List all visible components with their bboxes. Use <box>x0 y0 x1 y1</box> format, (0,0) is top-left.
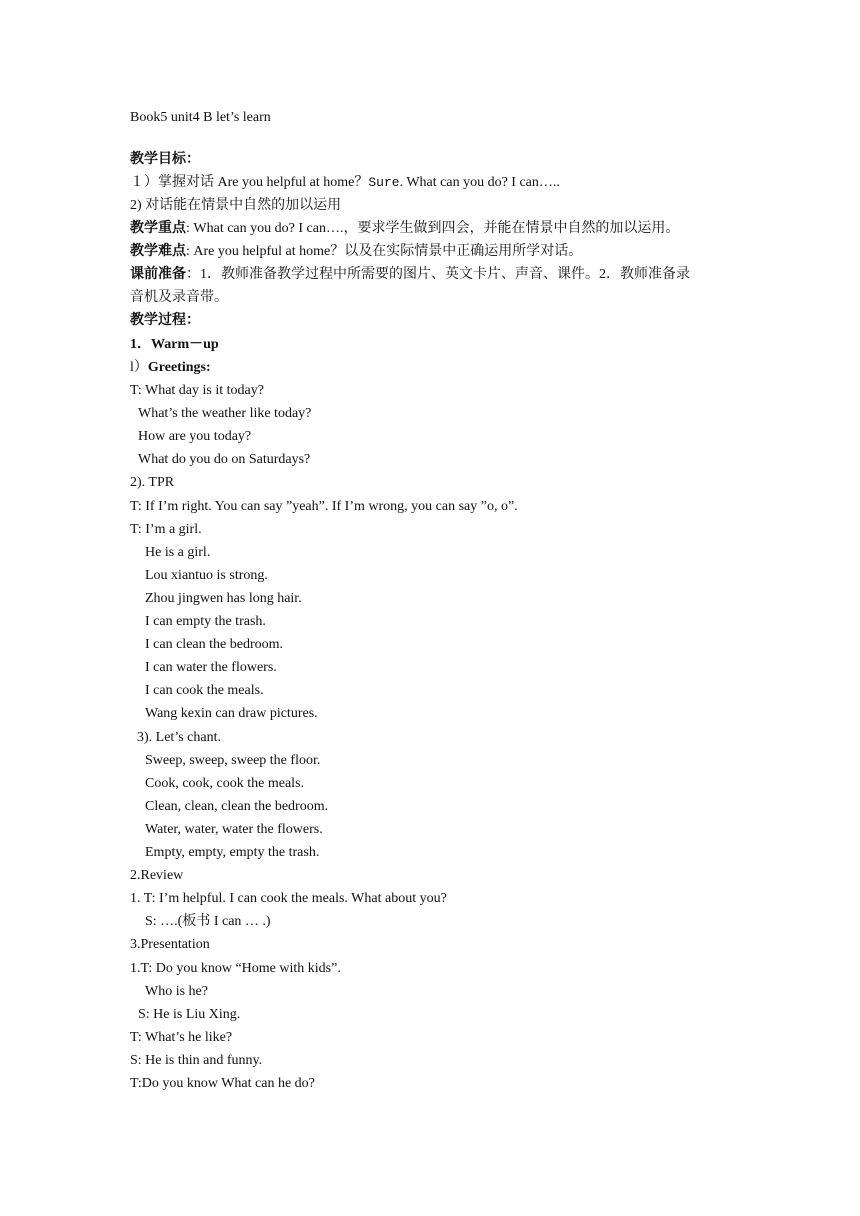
preparation-line-cont: 音机及录音带。 <box>130 290 228 305</box>
key-point-label: 教学重点 <box>130 221 186 236</box>
presentation-line: S: He is thin and funny. <box>130 1053 263 1068</box>
presentation-line: 1.T: Do you know “Home with kids”. <box>130 961 341 976</box>
greeting-line: How are you today? <box>138 429 252 444</box>
greetings-prefix: l） <box>130 360 148 375</box>
difficulty-label: 教学难点 <box>130 244 186 259</box>
key-point-line <box>130 221 679 237</box>
difficulty-line <box>130 244 582 260</box>
review-heading: 2.Review <box>130 868 184 883</box>
tpr-intro: T: If I’m right. You can say ”yeah”. If I’m wrong, you can say ”o, o”. <box>130 499 518 514</box>
objectives-heading: 教学目标： <box>130 152 200 167</box>
chant-line: Cook, cook, cook the meals. <box>145 776 305 791</box>
greetings-heading <box>130 360 211 376</box>
tpr-line: I can empty the trash. <box>145 614 266 629</box>
presentation-line: T:Do you know What can he do? <box>130 1076 315 1091</box>
preparation-label: 课前准备 <box>130 267 186 282</box>
objective-item-1-sure: Sure <box>368 175 400 190</box>
tpr-line: Lou xiantuo is strong. <box>145 568 268 583</box>
objective-item-1-suffix: . What can you do? I can….. <box>399 175 560 190</box>
greeting-line: T: What day is it today? <box>130 383 264 398</box>
tpr-line: Zhou jingwen has long hair. <box>145 591 302 606</box>
process-heading: 教学过程： <box>130 313 200 328</box>
objective-item-1-prefix: １）掌握对话 Are you helpful at home？ <box>130 175 369 190</box>
tpr-line: T: I’m a girl. <box>130 522 202 537</box>
tpr-line: He is a girl. <box>145 545 211 560</box>
tpr-line: I can clean the bedroom. <box>145 637 283 652</box>
tpr-line: Wang kexin can draw pictures. <box>145 706 318 721</box>
warmup-heading: 1．Warm－up <box>130 337 219 352</box>
presentation-line: T: What’s he like? <box>130 1030 233 1045</box>
preparation-line <box>130 267 690 283</box>
review-line: 1. T: I’m helpful. I can cook the meals. What about you? <box>130 891 447 906</box>
preparation-text: ：1．教师准备教学过程中所需要的图片、英文卡片、声音、课件。2．教师准备录 <box>186 267 690 282</box>
chant-line: Water, water, water the flowers. <box>145 822 323 837</box>
tpr-heading: 2). TPR <box>130 475 175 490</box>
greetings-label: Greetings: <box>147 360 211 375</box>
tpr-line: I can water the flowers. <box>145 660 277 675</box>
tpr-line: I can cook the meals. <box>145 683 264 698</box>
chant-line: Clean, clean, clean the bedroom. <box>145 799 329 814</box>
objective-item-1 <box>130 175 560 191</box>
presentation-line: Who is he? <box>145 984 208 999</box>
presentation-line: S: He is Liu Xing. <box>138 1007 241 1022</box>
document-title: Book5 unit4 B let’s learn <box>130 110 271 125</box>
difficulty-text: : Are you helpful at home？以及在实际情景中正确运用所学对话。 <box>186 244 583 259</box>
greeting-line: What do you do on Saturdays? <box>138 452 311 467</box>
chant-line: Empty, empty, empty the trash. <box>145 845 320 860</box>
key-point-text: : What can you do? I can….，要求学生做到四会，并能在情景中自然的加以运用。 <box>186 221 680 236</box>
presentation-heading: 3.Presentation <box>130 937 210 952</box>
chant-line: Sweep, sweep, sweep the floor. <box>145 753 321 768</box>
chant-heading: 3). Let’s chant. <box>137 730 221 745</box>
review-line: S: ….(板书 I can … .) <box>145 914 271 929</box>
objective-item-2: 2) 对话能在情景中自然的加以运用 <box>130 198 342 213</box>
greeting-line: What’s the weather like today? <box>138 406 312 421</box>
